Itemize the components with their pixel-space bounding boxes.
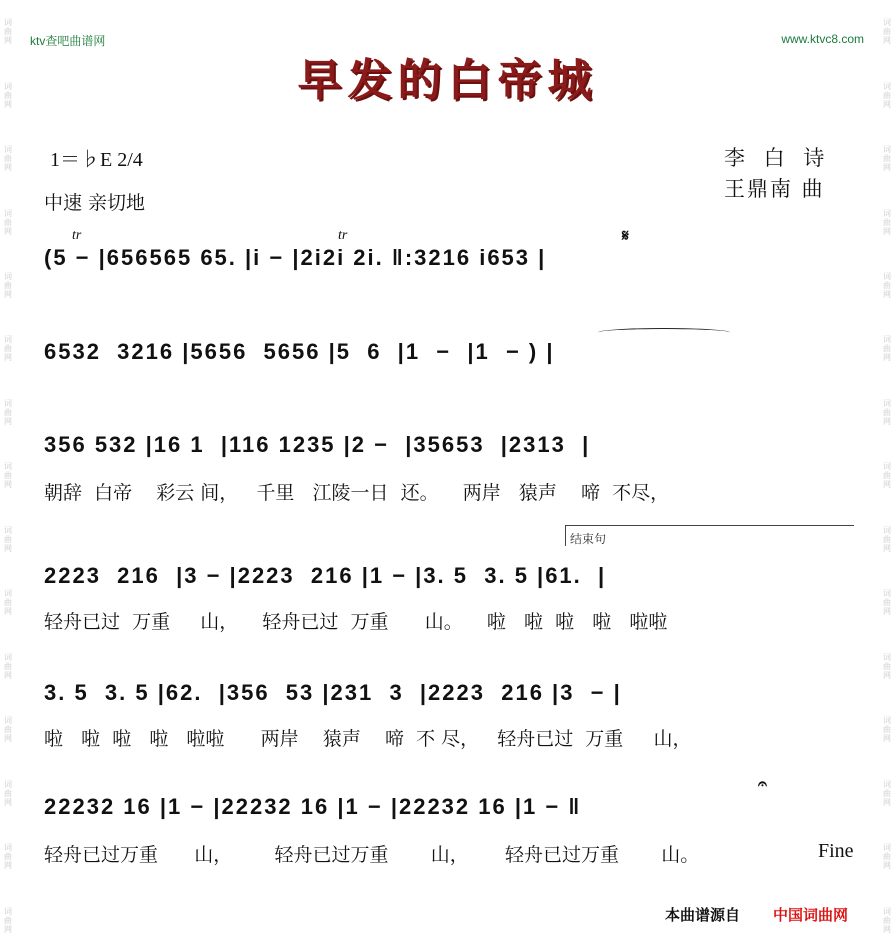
tempo-marking: 中速 亲切地 <box>44 192 146 214</box>
ending-label: 结束句 <box>570 532 607 546</box>
source-site-link[interactable]: 中国词曲网 <box>773 906 849 924</box>
notation-row-6: 22232 16 |1 − |22232 16 |1 − |22232 16 |1 − ‖ <box>44 794 582 819</box>
lyric-row-5: 啦 啦 啦 啦 啦啦 两岸 猿声 啼 不 尽， 轻舟已过 万重 山， <box>44 728 692 750</box>
tie-arc <box>598 328 730 337</box>
trill-mark-1: tr <box>72 228 82 243</box>
notation-row-4: 2223 216 |3 − |2223 216 |1 − |3. 5 3. 5 |61. | <box>44 563 607 588</box>
trill-mark-2: tr <box>338 228 348 243</box>
source-label: 本曲谱源自 <box>665 906 741 924</box>
fermata-mark: 𝄐 <box>758 774 767 793</box>
notation-row-5: 3. 5 3. 5 |62. |356 53 |231 3 |2223 216 |3 − | <box>44 680 622 705</box>
key-signature: 1＝♭E 2/4 <box>50 149 143 171</box>
song-title: 早发的白帝城 <box>297 55 598 106</box>
lyric-row-4: 轻舟已过 万重 山， 轻舟已过 万重 山。 啦 啦 啦 啦 啦啦 <box>44 611 668 633</box>
notation-row-3: 356 532 |16 1 |116 1235 |2 − |35653 |2313 | <box>44 432 591 457</box>
segno-mark: 𝄋 <box>622 226 629 245</box>
right-watermark-strip: 词 曲 网 词 曲 网 词 曲 网 词 曲 网 词 曲 网 词 曲 网 词 曲 网 词 曲 网 词 曲 网 词 曲 网 词 曲 网 词 曲 网 词 曲 网 词 曲 网 词 曲 网 <box>883 18 891 934</box>
ending-bracket <box>565 525 854 546</box>
lyricist-credit: 李 白 诗 <box>724 146 831 170</box>
watermark-site-right: www.ktvc8.com <box>781 32 864 46</box>
watermark-site-left: ktv查吧曲谱网 <box>30 34 106 48</box>
left-watermark-strip: 词 曲 网 词 曲 网 词 曲 网 词 曲 网 词 曲 网 词 曲 网 词 曲 网 词 曲 网 词 曲 网 词 曲 网 词 曲 网 词 曲 网 词 曲 网 词 曲 网 词 曲 网 <box>4 18 12 934</box>
lyric-row-6: 轻舟已过万重 山， 轻舟已过万重 山， 轻舟已过万重 山。 <box>44 844 700 866</box>
notation-row-1: (5 − |656565 65. |i − |2i2i 2i. ‖:3216 i653 | <box>44 245 547 270</box>
lyric-row-3: 朝辞 白帝 彩云 间， 千里 江陵一日 还。 两岸 猿声 啼 不尽， <box>44 482 670 504</box>
notation-row-2: 6532 3216 |5656 5656 |5 6 |1 − |1 − ) | <box>44 339 555 364</box>
composer-credit: 王鼎南 曲 <box>724 177 825 201</box>
fine-marking: Fine <box>818 840 854 862</box>
